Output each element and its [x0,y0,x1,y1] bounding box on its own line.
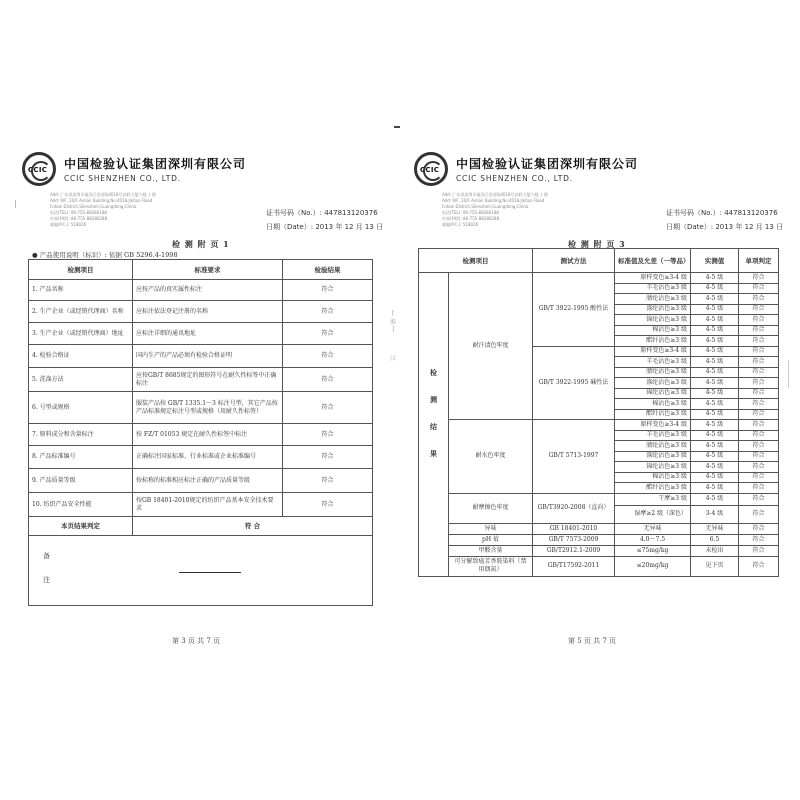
standard-cell: 锦纶沾色≥3 级 [615,462,691,473]
table-row [29,368,373,392]
standard-cell: 醋纤沾色≥3 级 [615,409,691,420]
column-header: 测试方法 [533,249,615,273]
company-name-cn: 中国检验认证集团深圳有限公司 [456,157,639,171]
result-cell: 符合 [283,493,373,517]
standard-cell: 醋纤沾色≥3 级 [615,483,691,494]
verdict-cell: 符合 [739,430,779,441]
measured-cell: 4-5 级 [691,472,739,483]
remarks-cell [29,536,373,606]
result-cell: 符合 [283,469,373,493]
verdict-cell: 符合 [739,441,779,452]
summary-row [29,517,373,536]
table-row [419,556,779,576]
requirement-cell: 应标注详细的通讯地址 [133,323,283,345]
table-row [419,273,779,284]
signature-line [179,572,241,573]
certificate-number: 证书号码（No.）: 447813120376 [666,209,778,217]
measured-cell: 4-5 级 [691,451,739,462]
requirement-cell: 按 FZ/T 01053 规定在耐久性标签中标注 [133,424,283,446]
verdict-cell: 符合 [739,346,779,357]
standard-cell: 腈纶沾色≥3 级 [615,367,691,378]
standard-cell: 干摩≥3 级 [615,493,691,505]
measured-cell: 见下页 [691,556,739,576]
measured-cell: 3-4 级 [691,505,739,523]
verdict-cell: 符合 [739,523,779,534]
standard-cell: 涤纶沾色≥3 级 [615,451,691,462]
page-footer: 第 5 页 共 7 页 [568,637,617,645]
standard-cell: 羊毛沾色≥3 级 [615,283,691,294]
column-header: 检验结果 [283,260,373,280]
method-cell: GB/T 3922-1995 酸性法 [533,273,615,347]
item-cell: pH 值 [449,534,533,545]
verdict-cell: 符合 [739,294,779,305]
standard-cell: ≤75mg/kg [615,545,691,556]
standard-cell: 棉沾色≥3 级 [615,472,691,483]
measured-cell: 4-5 级 [691,441,739,452]
company-header [414,152,638,186]
item-cell: 5. 洗涤方法 [29,368,133,392]
standard-cell: 涤纶沾色≥3 级 [615,304,691,315]
table-header-row [29,260,373,280]
table-row [29,424,373,446]
group-label: 耐汗渍色牢度 [449,273,533,420]
measured-cell: 4-5 级 [691,493,739,505]
table-header-row [419,249,779,273]
group-label: 耐水色牢度 [449,420,533,494]
column-header: 单项判定 [739,249,779,273]
table-row [419,420,779,431]
method-cell: GB/T3920-2008（直向） [533,493,615,523]
table-row [29,345,373,368]
summary-value: 符 合 [133,517,373,536]
verdict-cell: 符合 [739,367,779,378]
ccic-logo-icon: CCIC [414,152,448,186]
standard-cell: 羊毛沾色≥3 级 [615,357,691,368]
requirement-cell: 应按GB/T 8685规定的图形符号在耐久性标签中正确标注 [133,368,283,392]
table-row [419,493,779,505]
table-row [29,280,373,301]
verdict-cell: 符合 [739,451,779,462]
item-cell: 2. 生产企业（或经销代理商）名称 [29,301,133,323]
table-row [419,523,779,534]
item-cell: 可分解致癌芳香胺染料（禁用偶氮） [449,556,533,576]
verdict-cell: 符合 [739,399,779,410]
requirement-cell: 应按产品的真实属性标注 [133,280,283,301]
page-title: 检 测 附 页 1 [172,239,230,249]
measured-cell: 4-5 级 [691,304,739,315]
measured-cell: 4-5 级 [691,367,739,378]
standard-cell: 棉沾色≥3 级 [615,399,691,410]
standard-cell: 锦纶沾色≥3 级 [615,315,691,326]
table-row [29,446,373,469]
item-cell: 6. 号型或规格 [29,392,133,424]
item-cell: 8. 产品标准编号 [29,446,133,469]
table-row [419,545,779,556]
table-row [419,534,779,545]
item-cell: 10. 纺织产品安全性能 [29,493,133,517]
measured-cell: 未检出 [691,545,739,556]
verdict-cell: 符合 [739,462,779,473]
standard-cell: 4.0～7.5 [615,534,691,545]
certificate-number: 证书号码（No.）: 447813120376 [266,209,378,217]
requirement-cell: 按GB 18401-2010规定的纺织产品基本安全技术要求 [133,493,283,517]
standard-cell: 锦纶沾色≥3 级 [615,388,691,399]
test-results-table [418,248,779,577]
column-header: 检测项目 [419,249,533,273]
binding-marks: [ 淮 ] 汉 [389,310,396,362]
table-row [29,323,373,345]
result-cell: 符合 [283,368,373,392]
requirement-cell: 按标称的标准相应标注正确的产品质量等级 [133,469,283,493]
inspection-table [28,259,373,606]
standard-cell: 腈纶沾色≥3 级 [615,294,691,305]
company-header [22,152,246,186]
column-header: 检测项目 [29,260,133,280]
method-cell: GB/T2912.1-2009 [533,545,615,556]
verdict-cell: 符合 [739,304,779,315]
group-label: 耐摩擦色牢度 [449,493,533,523]
standard-cell: ≤20mg/kg [615,556,691,576]
item-cell: 9. 产品质量等级 [29,469,133,493]
standard-cell: 腈纶沾色≥3 级 [615,441,691,452]
verdict-cell: 符合 [739,388,779,399]
verdict-cell: 符合 [739,505,779,523]
verdict-cell: 符合 [739,483,779,494]
measured-cell: 4-5 级 [691,294,739,305]
summary-label: 本页结果判定 [29,517,133,536]
measured-cell: 4-5 级 [691,430,739,441]
usage-note: ● 产品使用说明（标识）: 依据 GB 5296.4-1998 [32,251,178,259]
verdict-cell: 符合 [739,409,779,420]
result-cell: 符合 [283,301,373,323]
remarks-row [29,536,373,606]
method-cell: GB/T17592-2011 [533,556,615,576]
measured-cell: 4-5 级 [691,283,739,294]
company-name-en: CCIC SHENZHEN CO., LTD. [64,174,181,183]
ccic-logo-icon: CCIC [22,152,56,186]
remark-label: 备 [43,552,50,560]
measured-cell: 4-5 级 [691,346,739,357]
requirement-cell: 正确标注国家标准、行业标准或企业标准编号 [133,446,283,469]
verdict-cell: 符合 [739,472,779,483]
measured-cell: 4-5 级 [691,357,739,368]
remark-label: 注 [43,576,50,584]
crop-mark [15,200,16,208]
method-cell: GB/T 3922-1995 碱性法 [533,346,615,420]
measured-cell: 4-5 级 [691,409,739,420]
result-cell: 符合 [283,446,373,469]
item-cell: 3. 生产企业（或经销代理商）地址 [29,323,133,345]
result-cell: 符合 [283,345,373,368]
column-header: 标准要求 [133,260,283,280]
measured-cell: 4-5 级 [691,420,739,431]
company-name-cn: 中国检验认证集团深圳有限公司 [64,157,247,171]
verdict-cell: 符合 [739,336,779,347]
verdict-cell: 符合 [739,556,779,576]
measured-cell: 4-5 级 [691,462,739,473]
report-page-5 [412,128,782,658]
verdict-cell: 符合 [739,378,779,389]
report-date: 日期（Date）: 2013 年 12 月 13 日 [266,223,384,231]
crop-mark [788,360,789,388]
measured-cell: 4-5 级 [691,336,739,347]
company-address: Add: 广东省深圳市福田区金田路4018号安联大厦九楼 十楼 Add: 9/F, 10/F Anlian Building,No.4018,Jintian Road Futian District,Shenzhen,Guangdong,China 电话(TEL): 86-755-88286188 传真(FAX): 86-755-88286288 邮编(P.C.): 518026 [442,192,548,227]
standard-cell: 醋纤沾色≥3 级 [615,336,691,347]
standard-cell: 湿摩≥2 级（深色） [615,505,691,523]
measured-cell: 6.5 [691,534,739,545]
standard-cell: 棉沾色≥3 级 [615,325,691,336]
side-label: 检测结果 [419,273,449,577]
company-name-en: CCIC SHENZHEN CO., LTD. [456,174,573,183]
requirement-cell: 应标注依法登记注册的名称 [133,301,283,323]
verdict-cell: 符合 [739,545,779,556]
standard-cell: 无异味 [615,523,691,534]
column-header: 标准值及允差（一等品） [615,249,691,273]
item-cell: 甲醛含量 [449,545,533,556]
measured-cell: 4-5 级 [691,483,739,494]
measured-cell: 4-5 级 [691,399,739,410]
measured-cell: 4-5 级 [691,378,739,389]
measured-cell: 无异味 [691,523,739,534]
standard-cell: 原样变色≥3-4 级 [615,346,691,357]
table-row [29,469,373,493]
verdict-cell: 符合 [739,283,779,294]
report-page-3 [20,128,382,658]
standard-cell: 羊毛沾色≥3 级 [615,430,691,441]
page-footer: 第 3 页 共 7 页 [172,637,221,645]
verdict-cell: 符合 [739,493,779,505]
requirement-cell: 国内生产的产品必须有检验合格证明 [133,345,283,368]
standard-cell: 涤纶沾色≥3 级 [615,378,691,389]
report-date: 日期（Date）: 2013 年 12 月 13 日 [666,223,784,231]
verdict-cell: 符合 [739,420,779,431]
method-cell: GB 18401-2010 [533,523,615,534]
verdict-cell: 符合 [739,273,779,284]
measured-cell: 4-5 级 [691,315,739,326]
item-cell: 4. 检验合格证 [29,345,133,368]
verdict-cell: 符合 [739,315,779,326]
crop-mark [394,126,400,128]
table-row [29,392,373,424]
item-cell: 7. 原料成分和含量标注 [29,424,133,446]
standard-cell: 原样变色≥3-4 级 [615,420,691,431]
item-cell: 异味 [449,523,533,534]
verdict-cell: 符合 [739,357,779,368]
measured-cell: 4-5 级 [691,325,739,336]
result-cell: 符合 [283,280,373,301]
verdict-cell: 符合 [739,325,779,336]
page-title: 检 测 附 页 3 [568,239,626,249]
table-row [29,493,373,517]
standard-cell: 原样变色≥3-4 级 [615,273,691,284]
item-cell: 1. 产品名称 [29,280,133,301]
verdict-cell: 符合 [739,534,779,545]
table-row [29,301,373,323]
column-header: 实测值 [691,249,739,273]
requirement-cell: 服装产品按 GB/T 1335.1～3 标注号型，其它产品按产品标准规定标注号型或规格（用耐久性标签） [133,392,283,424]
method-cell: GB/T 7573-2009 [533,534,615,545]
measured-cell: 4-5 级 [691,388,739,399]
result-cell: 符合 [283,323,373,345]
company-address: Add: 广东省深圳市福田区金田路4018号安联大厦九楼 十楼 Add: 9/F, 10/F Anlian Building,No.4018,Jintian Road Futian District,Shenzhen,Guangdong,China 电话(TEL): 86-755-88286188 传真(FAX): 86-755-88286288 邮编(P.C.): 518026 [50,192,156,227]
method-cell: GB/T 5713-1997 [533,420,615,494]
result-cell: 符合 [283,424,373,446]
result-cell: 符合 [283,392,373,424]
measured-cell: 4-5 级 [691,273,739,284]
